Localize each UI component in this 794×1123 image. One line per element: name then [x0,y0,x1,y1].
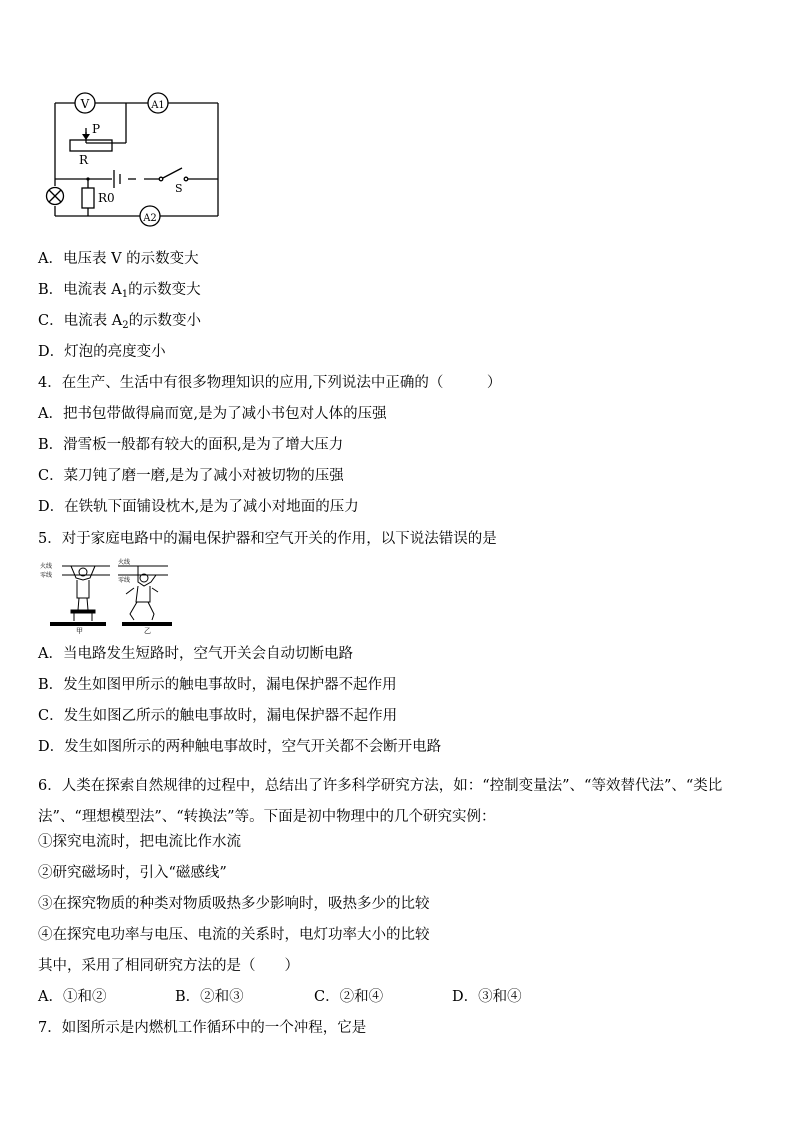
circuit-diagram [40,88,240,228]
q3-option-d: D．灯泡的亮度变小 [38,344,166,360]
ammeter2-label: A2 [143,213,157,224]
fig-fire-wire-label-2: 火线 [118,559,131,566]
q4-option-a: A．把书包带做得扁而宽,是为了减小书包对人体的压强 [38,406,387,422]
fig-yi-label: 乙 [144,627,151,634]
q5-stem: 5．对于家庭电路中的漏电保护器和空气开关的作用，以下说法错误的是 [38,531,497,547]
q6-option-b: B．②和③ [175,989,244,1005]
q5-option-c: C．发生如图乙所示的触电事故时，漏电保护器不起作用 [38,708,398,724]
q6-item-2: ②研究磁场时，引入“磁感线” [38,865,227,881]
q4-option-c: C．菜刀钝了磨一磨,是为了减小对被切物的压强 [38,468,344,484]
resistor0-label: R0 [98,191,115,205]
q5-option-d: D．发生如图所示的两种触电事故时，空气开关都不会断开电路 [38,739,442,755]
q4-option-d: D．在铁轨下面铺设枕木,是为了减小对地面的压力 [38,499,359,515]
rheostat-label: R [79,153,89,167]
q6-ask: 其中，采用了相同研究方法的是（ ） [38,958,299,974]
switch-label: S [175,182,183,195]
fig-neutral-wire-label-1: 零线 [40,572,53,579]
fig-fire-wire-label-1: 火线 [40,563,53,570]
q6-option-c: C．②和④ [314,989,384,1005]
q3-option-b: B．电流表 $A_1$的示数变大 [38,282,201,300]
q3-option-a: A．电压表 V 的示数变大 [38,251,199,267]
electric-shock-figure [38,558,178,634]
q6-item-4: ④在探究电功率与电压、电流的关系时，电灯功率大小的比较 [38,927,430,943]
slider-label: P [92,122,101,136]
fig-jia-label: 甲 [76,627,83,634]
q4-stem: 4．在生产、生活中有很多物理知识的应用,下列说法中正确的（ ） [38,375,502,391]
q5-option-a: A．当电路发生短路时，空气开关会自动切断电路 [38,646,353,662]
q3-option-c: C．电流表 $A_2$的示数变小 [38,313,202,331]
q6-options [38,988,758,1006]
q6-option-d: D．③和④ [452,989,522,1005]
ammeter1-label: A1 [151,100,165,111]
q6-option-a: A．①和② [38,989,107,1005]
q5-option-b: B．发生如图甲所示的触电事故时，漏电保护器不起作用 [38,677,397,693]
fig-neutral-wire-label-2: 零线 [118,577,131,584]
q6-item-1: ①探究电流时，把电流比作水流 [38,834,241,850]
q7-stem: 7．如图所示是内燃机工作循环中的一个冲程，它是 [38,1020,367,1036]
q6-stem: 6．人类在探索自然规律的过程中，总结出了许多科学研究方法，如：“控制变量法”、“等效替代法”、“类比法”、“理想模型法”、“转换法”等。下面是初中物理中的几个研究实例： [38,778,723,825]
q6-item-3: ③在探究物质的种类对物质吸热多少影响时，吸热多少的比较 [38,896,430,912]
voltmeter-label: V [80,97,90,111]
q4-option-b: B．滑雪板一般都有较大的面积,是为了增大压力 [38,437,344,453]
